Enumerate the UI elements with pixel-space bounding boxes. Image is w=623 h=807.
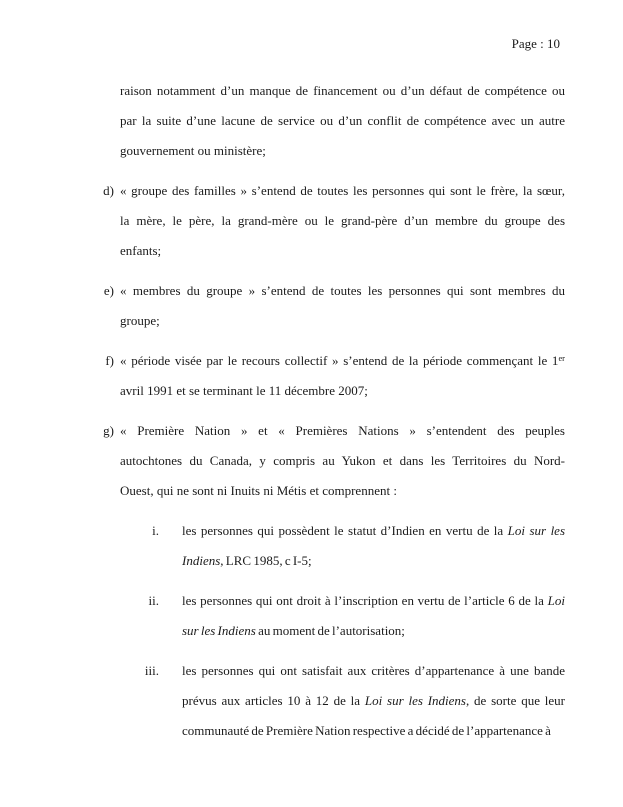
text-segment: prévus aux articles 10 à 12 de la (182, 693, 365, 708)
text-segment: raison notamment d’un manque de financement ou d’un défaut de compétence ou (120, 83, 565, 98)
page-number: Page : 10 (511, 36, 560, 51)
list-item-f (105, 346, 565, 406)
text-line (182, 656, 565, 686)
document-body (103, 76, 566, 746)
text-segment: er (558, 353, 565, 363)
list-item-iii (144, 656, 565, 746)
text-line (120, 276, 565, 306)
text-line (120, 306, 565, 336)
list-marker: e) (103, 283, 114, 298)
text-line (120, 136, 565, 166)
list-marker: d) (103, 183, 114, 198)
text-line (182, 546, 565, 576)
text-segment: « membres du groupe » s’entend de toutes les personnes qui sont membres du (120, 283, 565, 298)
text-line (120, 176, 565, 206)
paragraph-intro (120, 76, 565, 166)
text-segment: Ouest, qui ne sont ni Inuits ni Métis et comprennent : (120, 483, 397, 498)
text-line (120, 206, 565, 236)
text-line (120, 106, 565, 136)
text-segment: Loi sur les Indiens (364, 693, 466, 708)
list-marker: ii. (148, 593, 159, 608)
text-segment: « groupe des familles » s’entend de toutes les personnes qui sont le frère, la sœur, (120, 183, 565, 198)
text-segment: , de sorte que leur (465, 693, 565, 708)
list-item-e (103, 276, 565, 336)
text-segment: , LRC 1985, c I-5; (220, 553, 312, 568)
text-segment: « période visée par le recours collectif » s’entend de la période commençant le 1 (120, 353, 559, 368)
text-segment: gouvernement ou ministère; (120, 143, 266, 158)
text-segment: enfants; (120, 243, 162, 258)
text-segment: la mère, le père, la grand-mère ou le grand-père d’un membre du groupe des (120, 213, 565, 228)
text-segment: Loi (547, 593, 565, 608)
text-line (120, 476, 565, 506)
text-line (182, 686, 565, 716)
text-line (120, 236, 565, 266)
list-item-i (152, 516, 566, 576)
list-marker: g) (103, 423, 114, 438)
text-segment: sur les Indiens (182, 623, 256, 638)
text-line (120, 76, 565, 106)
text-line (120, 376, 565, 406)
text-line (120, 446, 565, 476)
text-segment: « Première Nation » et « Premières Nations » s’entendent des peuples (120, 423, 565, 438)
text-segment: autochtones du Canada, y compris au Yukon et dans les Territoires du Nord- (120, 453, 565, 468)
text-line (182, 586, 565, 616)
text-line (182, 616, 565, 646)
list-marker: iii. (144, 663, 159, 678)
list-item-d (103, 176, 565, 266)
text-line (120, 346, 565, 376)
text-segment: Indiens (182, 553, 221, 568)
text-line (182, 716, 565, 746)
text-segment: les personnes qui possèdent le statut d’Indien en vertu de la (182, 523, 508, 538)
list-marker: f) (105, 353, 114, 368)
text-segment: par la suite d’une lacune de service ou d’un conflit de compétence avec un autre (120, 113, 565, 128)
text-segment: communauté de Première Nation respective a décidé de l’appartenance à (182, 723, 551, 738)
text-segment: les personnes qui ont droit à l’inscription en vertu de l’article 6 de la (182, 593, 548, 608)
text-segment: avril 1991 et se terminant le 11 décembre 2007; (120, 383, 368, 398)
text-segment: groupe; (120, 313, 160, 328)
list-item-ii (148, 586, 565, 646)
text-segment: au moment de l’autorisation; (255, 623, 405, 638)
list-item-g (103, 416, 565, 506)
text-line (182, 516, 565, 546)
text-line (120, 416, 565, 446)
list-marker: i. (152, 523, 159, 538)
text-segment: les personnes qui ont satisfait aux critères d’appartenance à une bande (182, 663, 565, 678)
text-segment: Loi sur les (507, 523, 566, 538)
